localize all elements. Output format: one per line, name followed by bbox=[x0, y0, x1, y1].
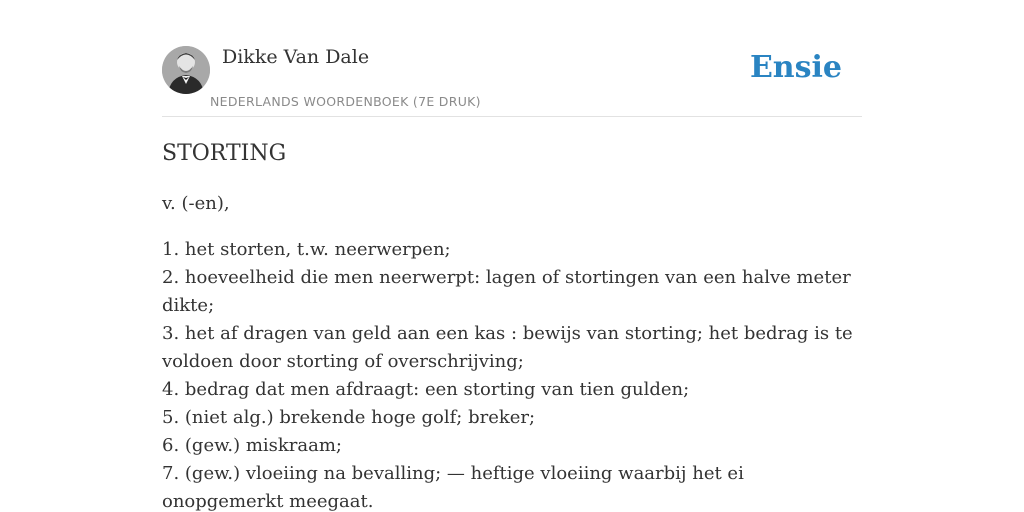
definition-item: 7. (gew.) vloeiing na bevalling; — heftige vloeiing waarbij het ei onopgemerkt meegaat. bbox=[162, 463, 744, 512]
definition-item: 2. hoeveelheid die men neerwerpt: lagen of stortingen van een halve meter dikte; bbox=[162, 267, 851, 316]
definition-item: 5. (niet alg.) brekende hoge golf; breker; bbox=[162, 407, 536, 428]
source-label: NEDERLANDS WOORDENBOEK (7E DRUK) bbox=[210, 94, 481, 109]
entry-header bbox=[162, 44, 862, 117]
definition-item: 4. bedrag dat men afdraagt: een storting van tien gulden; bbox=[162, 379, 690, 400]
definition-item: 1. het storten, t.w. neerwerpen; bbox=[162, 239, 451, 260]
entry-content bbox=[162, 138, 866, 512]
grammar-info: v. (-en), bbox=[162, 193, 230, 214]
ensie-logo-link[interactable]: Ensie bbox=[749, 50, 842, 85]
author-name[interactable]: Dikke Van Dale bbox=[222, 46, 370, 68]
entry-title: STORTING bbox=[162, 141, 287, 166]
definition-item: 3. het af dragen van geld aan een kas : bewijs van storting; het bedrag is te voldoen door storting of overschrijving; bbox=[162, 323, 853, 372]
avatar[interactable] bbox=[162, 46, 210, 94]
person-portrait-icon bbox=[162, 46, 210, 94]
definition-list bbox=[162, 236, 866, 512]
definition-item: 6. (gew.) miskraam; bbox=[162, 435, 342, 456]
